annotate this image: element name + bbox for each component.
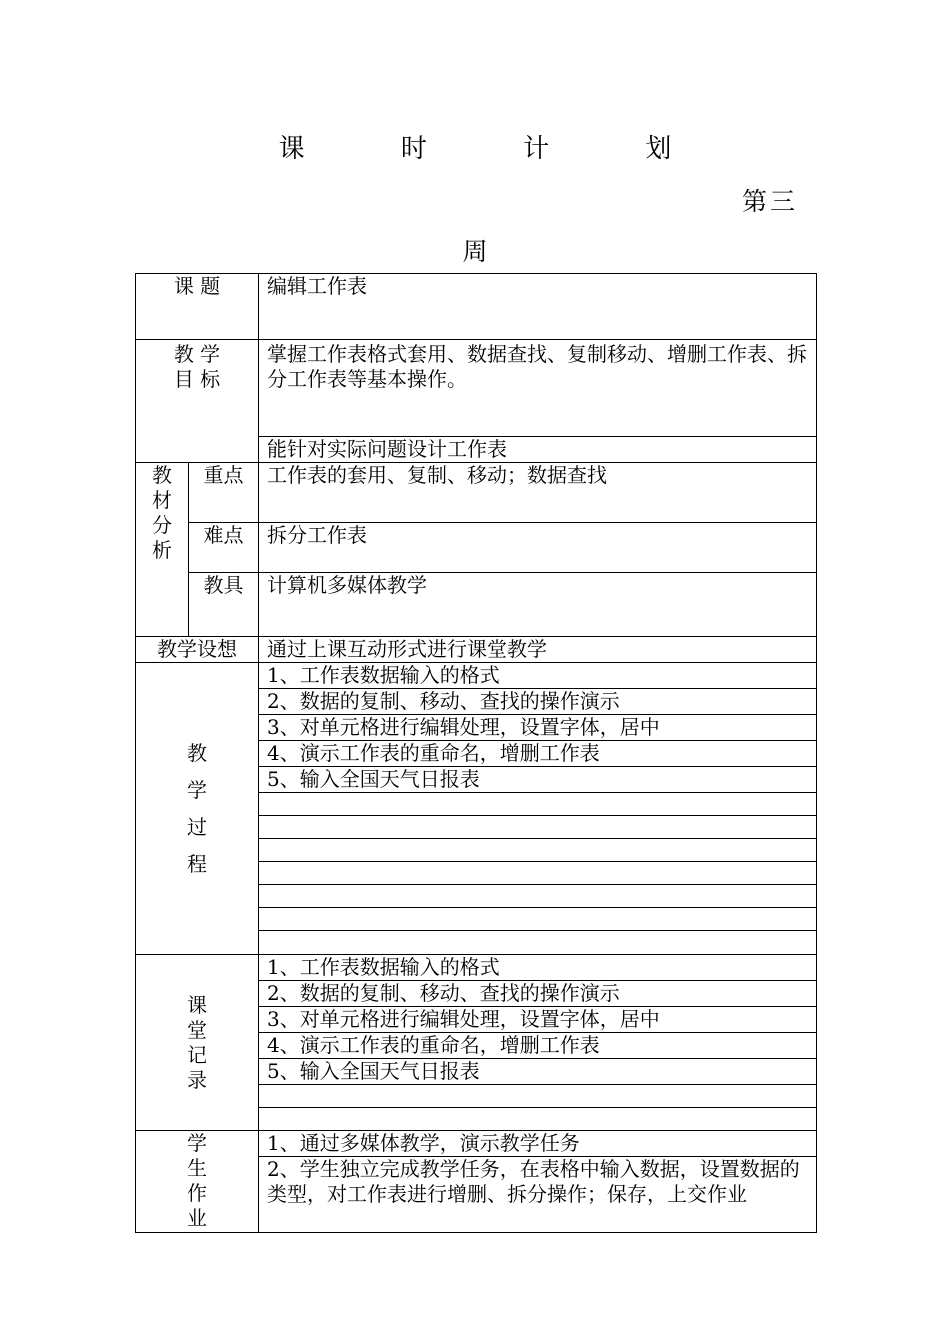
goals-label-line1: 教 学 xyxy=(173,342,221,366)
record-item: 1、工作表数据输入的格式 xyxy=(259,955,817,981)
analysis-row-key xyxy=(136,463,817,523)
topic-label: 课 题 xyxy=(136,274,259,340)
topic-value: 编辑工作表 xyxy=(259,274,817,340)
process-item xyxy=(259,908,817,931)
process-item xyxy=(259,931,817,955)
week-label-line1: 第三 xyxy=(741,187,798,216)
record-item: 5、输入全国天气日报表 xyxy=(259,1059,817,1085)
goals-row xyxy=(136,340,817,437)
analysis-label-char: 析 xyxy=(152,538,172,562)
analysis-label-char: 材 xyxy=(152,488,172,512)
lesson-plan-table xyxy=(135,273,817,1233)
record-label-char: 堂 xyxy=(187,1017,207,1042)
process-item xyxy=(259,839,817,862)
key-point-label: 重点 xyxy=(189,463,259,523)
analysis-label-char: 分 xyxy=(152,513,172,537)
homework-label-char: 学 xyxy=(187,1131,207,1155)
record-label-char: 记 xyxy=(187,1042,207,1067)
page-title: 课 时 计 划 xyxy=(278,134,716,164)
process-item: 3、对单元格进行编辑处理，设置字体，居中 xyxy=(259,715,817,741)
topic-row xyxy=(136,274,817,340)
process-item xyxy=(259,862,817,885)
goals-label-line2: 目 标 xyxy=(173,367,221,391)
process-label-char: 过 xyxy=(187,814,207,839)
key-point-value: 工作表的套用、复制、移动；数据查找 xyxy=(259,463,817,523)
homework-row xyxy=(136,1131,817,1157)
process-item: 1、工作表数据输入的格式 xyxy=(259,663,817,689)
week-label-line2: 周 xyxy=(462,237,488,266)
difficulty-label: 难点 xyxy=(189,523,259,573)
record-item xyxy=(259,1108,817,1131)
record-label-char: 录 xyxy=(187,1067,207,1092)
goals-label xyxy=(136,340,259,463)
record-row xyxy=(136,955,817,981)
analysis-row-tools xyxy=(136,573,817,637)
homework-label-char: 作 xyxy=(187,1181,207,1205)
process-label-char: 程 xyxy=(187,851,207,876)
goals-text-2: 能针对实际问题设计工作表 xyxy=(259,437,817,463)
analysis-row-difficulty xyxy=(136,523,817,573)
record-label-char: 课 xyxy=(187,992,207,1017)
tools-value: 计算机多媒体教学 xyxy=(259,573,817,637)
homework-item: 1、通过多媒体教学，演示教学任务 xyxy=(259,1131,817,1157)
process-label-char: 教 xyxy=(187,740,207,765)
analysis-label xyxy=(136,463,189,637)
record-item: 4、演示工作表的重命名，增删工作表 xyxy=(259,1033,817,1059)
process-item: 2、数据的复制、移动、查找的操作演示 xyxy=(259,689,817,715)
process-item xyxy=(259,816,817,839)
idea-row xyxy=(136,637,817,663)
process-label-char: 学 xyxy=(187,777,207,802)
difficulty-value: 拆分工作表 xyxy=(259,523,817,573)
goals-text-1: 掌握工作表格式套用、数据查找、复制移动、增删工作表、拆分工作表等基本操作。 xyxy=(259,340,817,437)
tools-label: 教具 xyxy=(189,573,259,637)
record-item xyxy=(259,1085,817,1108)
process-item xyxy=(259,885,817,908)
process-row xyxy=(136,663,817,689)
process-item: 4、演示工作表的重命名，增删工作表 xyxy=(259,741,817,767)
homework-label xyxy=(136,1131,259,1233)
process-item: 5、输入全国天气日报表 xyxy=(259,767,817,793)
analysis-label-char: 教 xyxy=(152,463,172,487)
record-item: 2、数据的复制、移动、查找的操作演示 xyxy=(259,981,817,1007)
process-item xyxy=(259,793,817,816)
homework-label-char: 业 xyxy=(187,1206,207,1230)
homework-label-char: 生 xyxy=(187,1156,207,1180)
idea-value: 通过上课互动形式进行课堂教学 xyxy=(259,637,817,663)
homework-item: 2、学生独立完成教学任务，在表格中输入数据，设置数据的类型，对工作表进行增删、拆分操作；保存，上交作业 xyxy=(259,1157,817,1233)
idea-label: 教学设想 xyxy=(136,637,259,663)
record-item: 3、对单元格进行编辑处理，设置字体，居中 xyxy=(259,1007,817,1033)
process-label xyxy=(136,663,259,955)
record-label xyxy=(136,955,259,1131)
